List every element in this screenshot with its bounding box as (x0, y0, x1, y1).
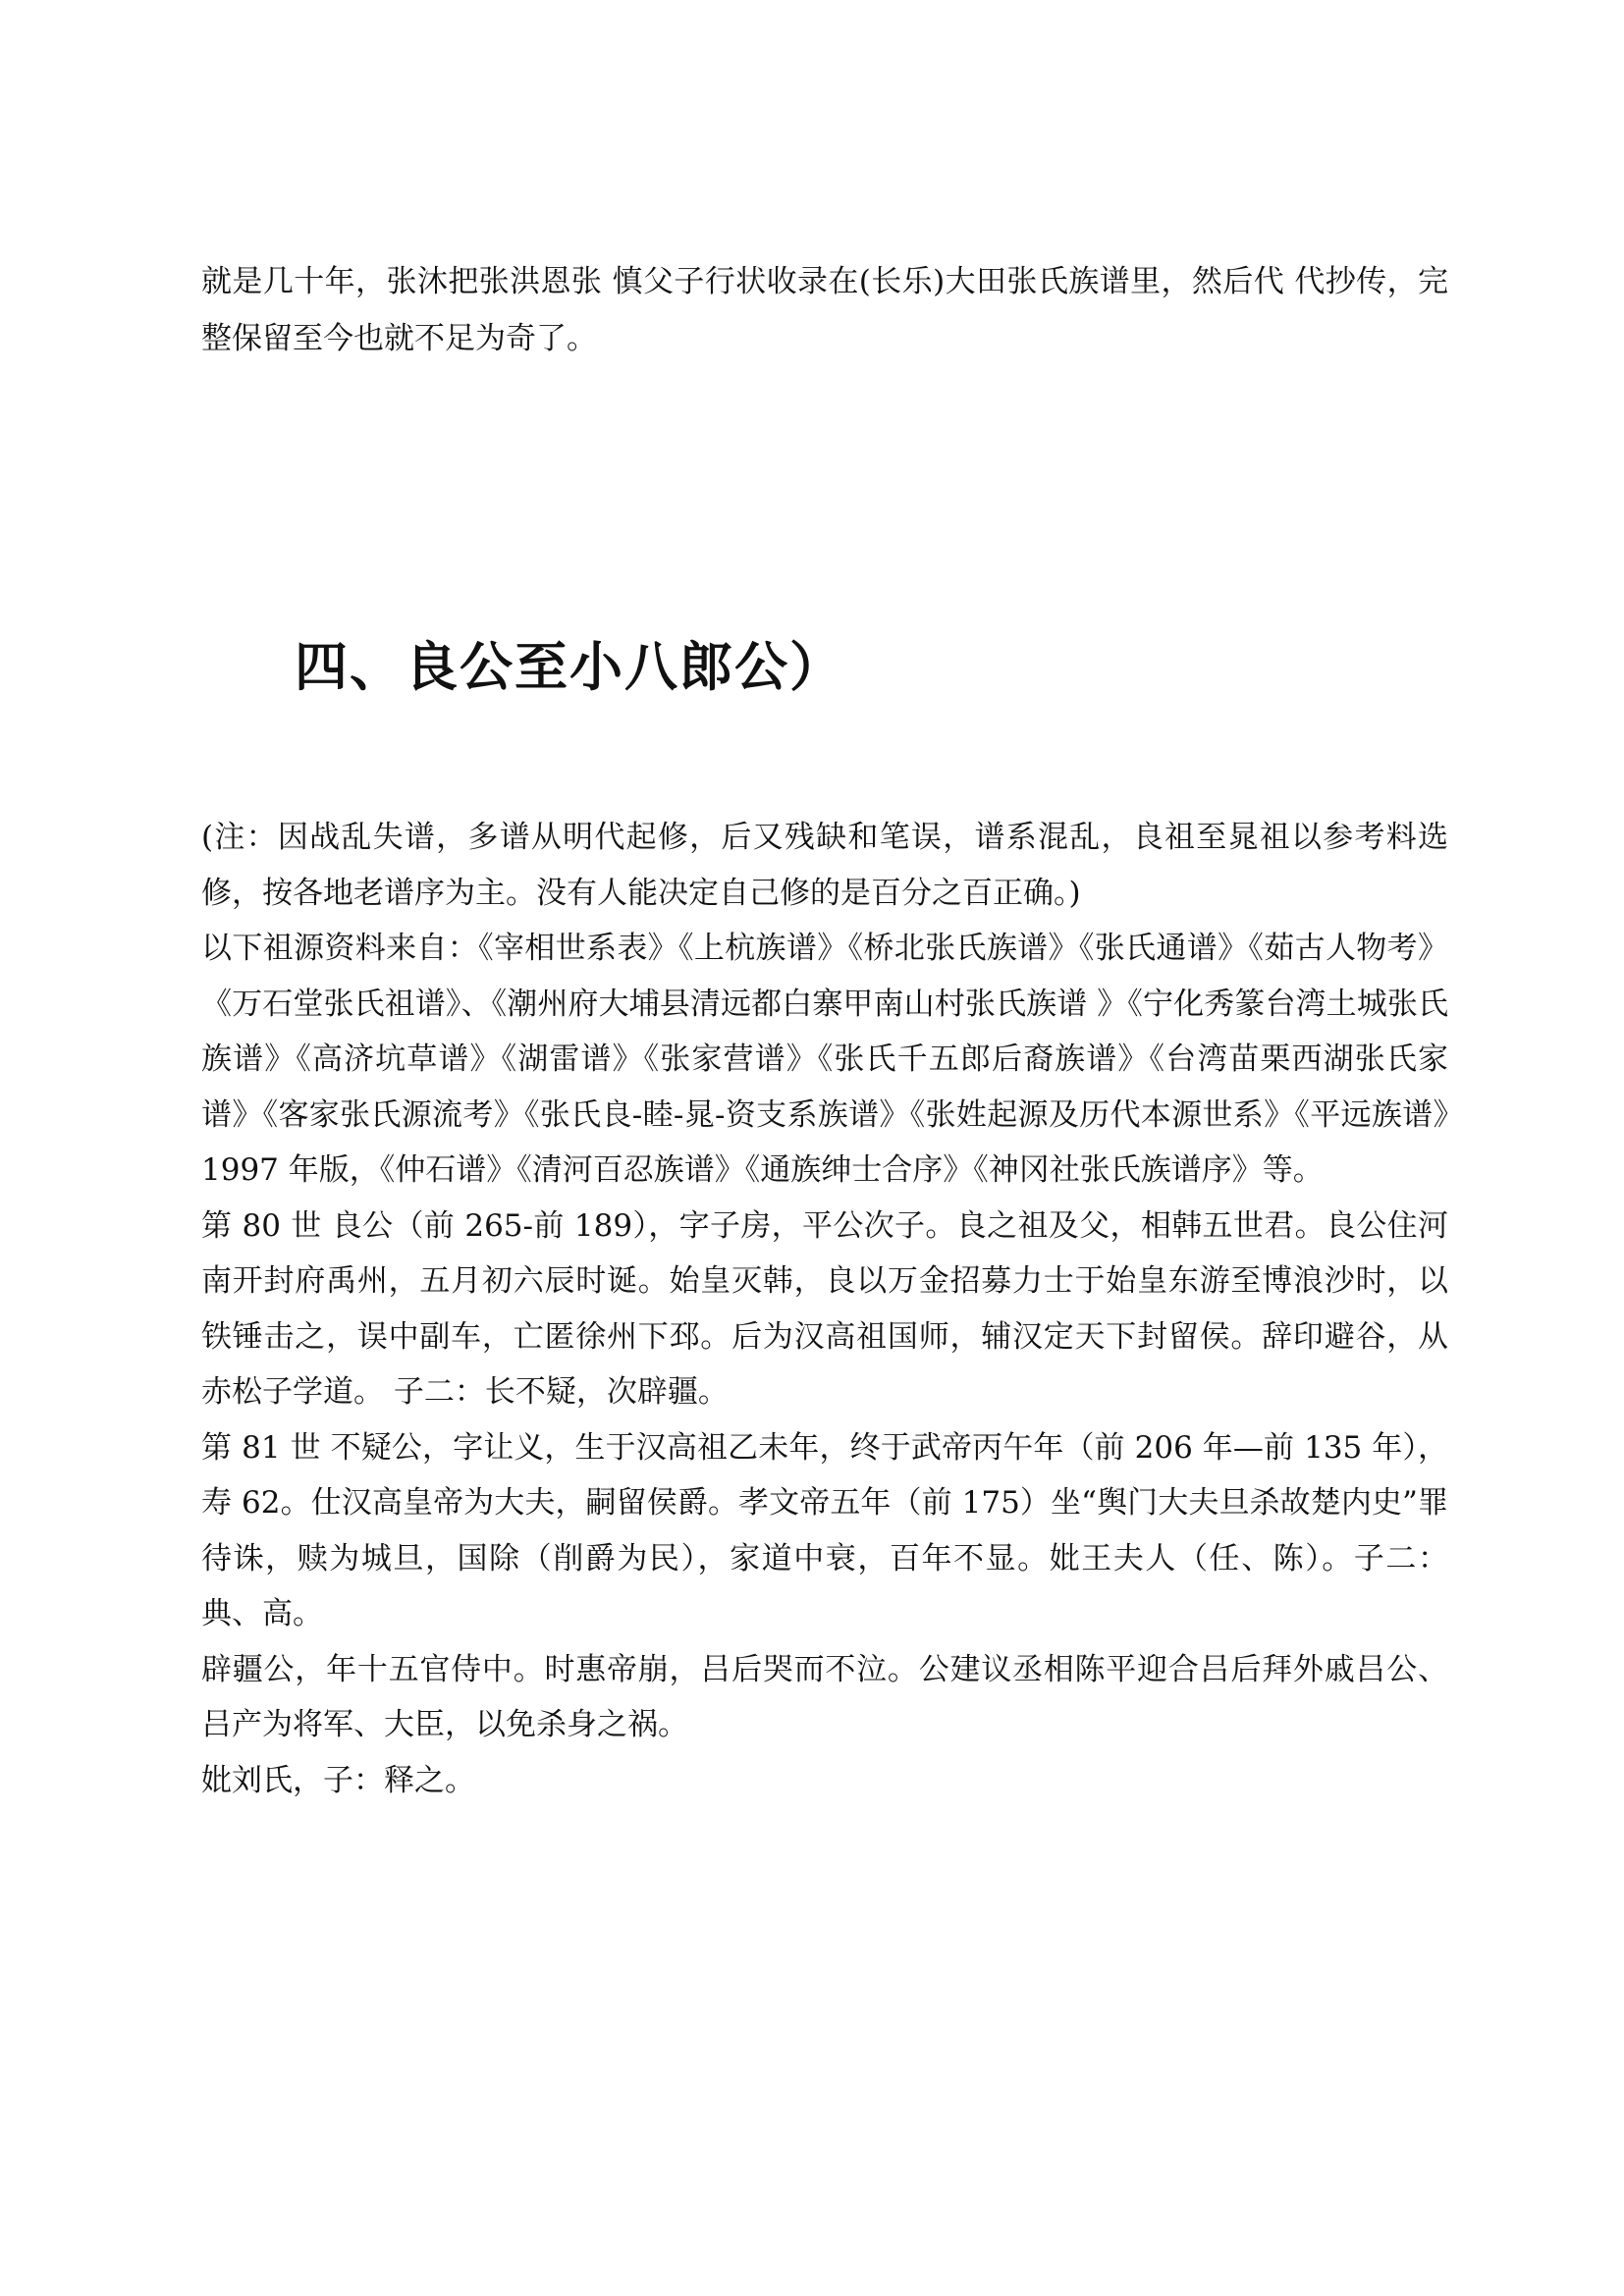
pijiang-paragraph: 辟疆公，年十五官侍中。时惠帝崩，吕后哭而不泣。公建议丞相陈平迎合吕后拜外戚吕公、吕产为将军、大臣，以免杀身之祸。 (201, 1651, 1448, 1742)
generation-80-paragraph: 第 80 世 良公（前 265-前 189），字子房，平公次子。良之祖及父，相韩五世君。良公住河南开封府禹州，五月初六辰时诞。始皇灭韩，良以万金招募力士于始皇东游至博浪沙时，以铁锤击之，误中副车，亡匿徐州下邳。后为汉高祖国师，辅汉定天下封留侯。辞印避谷，从赤松子学道。 子二：长不疑，次辟疆。 (201, 1207, 1448, 1410)
generation-81-paragraph: 第 81 世 不疑公，字让义，生于汉高祖乙未年，终于武帝丙午年（前 206 年—前 135 年），寿 62。仕汉高皇帝为大夫，嗣留侯爵。孝文帝五年（前 175）坐“舆门大夫旦杀故楚内史”罪待诛，赎为城旦，国除（削爵为民），家道中衰，百年不显。妣王夫人（任、陈）。子二：典、高。 (201, 1429, 1448, 1631)
body-text (201, 810, 1448, 1808)
sources-paragraph: 以下祖源资料来自：《宰相世系表》《上杭族谱》《桥北张氏族谱》《张氏通谱》《茹古人物考》《万石堂张氏祖谱》、《潮州府大埔县清远都白寨甲南山村张氏族谱 》《宁化秀篆台湾土城张氏族谱》《高济坑草谱》《湖雷谱》《张家营谱》《张氏千五郎后裔族谱》《台湾苗栗西湖张氏家谱》《客家张氏源流考》《张氏良-睦-晁-资支系族谱》《张姓起源及历代本源世系》《平远族谱》1997 年版，《仲石谱》《清河百忍族谱》《通族绅士合序》《神冈社张氏族谱序》等。 (201, 931, 1448, 1188)
note-paragraph: (注：因战乱失谱，多谱从明代起修，后又残缺和笔误，谱系混乱，良祖至晁祖以参考料选修，按各地老谱序为主。没有人能决定自己修的是百分之百正确。) (201, 820, 1448, 911)
intro-paragraph: 就是几十年，张沐把张洪恩张 慎父子行状收录在(长乐)大田张氏族谱里，然后代 代抄传，完整保留至今也就不足为奇了。 (201, 264, 1448, 356)
wife-liu-paragraph: 妣刘氏，子：释之。 (201, 1762, 475, 1798)
section-title: 四、良公至小八郎公） (295, 636, 844, 698)
